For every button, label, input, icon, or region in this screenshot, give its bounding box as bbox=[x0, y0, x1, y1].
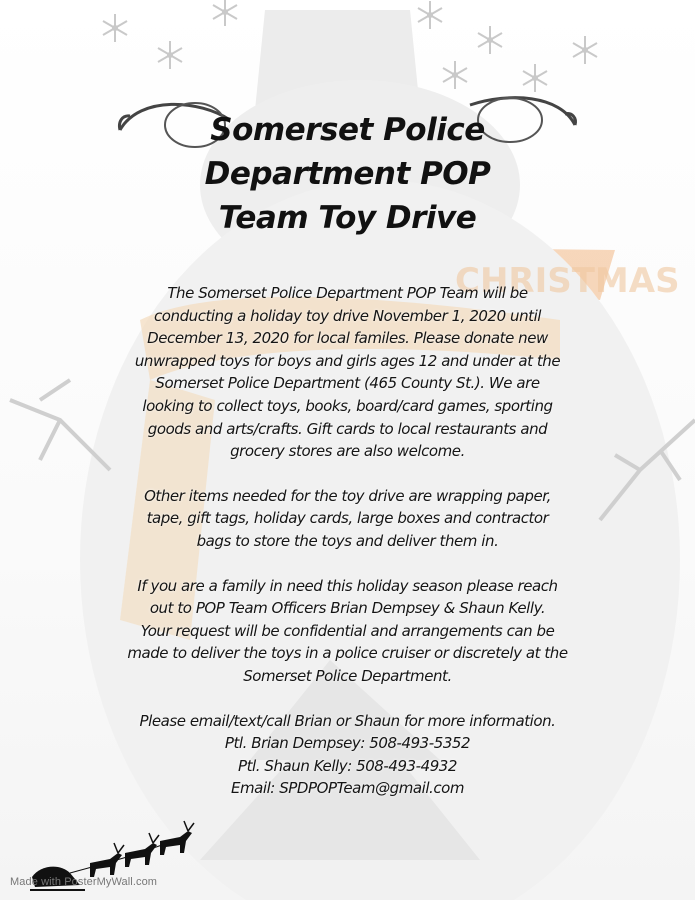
paragraph-contact bbox=[95, 710, 600, 800]
text-line: Somerset Police Department (465 County St.). We are bbox=[155, 374, 540, 393]
paragraph-items-needed bbox=[95, 485, 600, 553]
title-line: Department POP bbox=[204, 156, 491, 192]
snowflake-icon bbox=[158, 41, 182, 69]
page-title bbox=[100, 108, 595, 240]
contact-intro: Please email/text/call Brian or Shaun for more information. bbox=[139, 711, 556, 730]
contact-brian-phone: Ptl. Brian Dempsey: 508-493-5352 bbox=[224, 734, 471, 753]
snowflake-icon bbox=[443, 61, 467, 89]
text-line: grocery stores are also welcome. bbox=[230, 442, 465, 461]
text-line: goods and arts/crafts. Gift cards to local restaurants and bbox=[147, 419, 548, 438]
paragraph-family-in-need bbox=[95, 575, 600, 688]
paragraph-toy-drive-details bbox=[95, 282, 600, 463]
text-line: Other items needed for the toy drive are wrapping paper, bbox=[144, 486, 551, 505]
text-line: Somerset Police Department. bbox=[243, 666, 452, 685]
snowflake-icon bbox=[418, 1, 442, 29]
title-line: Somerset Police bbox=[210, 112, 485, 148]
snowflake-icon bbox=[478, 26, 502, 54]
snowflake-icon bbox=[103, 14, 127, 42]
snowflake-icon bbox=[213, 0, 237, 26]
christmas-background-text: CHRISTMAS bbox=[455, 261, 680, 301]
text-line: bags to store the toys and deliver them in. bbox=[196, 531, 499, 550]
text-line: looking to collect toys, books, board/card games, sporting bbox=[142, 396, 553, 415]
text-line: made to deliver the toys in a police cruiser or discretely at the bbox=[127, 644, 568, 663]
title-line: Team Toy Drive bbox=[218, 200, 477, 236]
postermywall-watermark: Made with PosterMyWall.com bbox=[10, 876, 158, 888]
text-line: If you are a family in need this holiday season please reach bbox=[137, 576, 558, 595]
text-line: conducting a holiday toy drive November 1, 2020 until bbox=[153, 306, 542, 325]
body-text bbox=[95, 282, 600, 800]
text-line: Your request will be confidential and arrangements can be bbox=[140, 621, 555, 640]
text-line: unwrapped toys for boys and girls ages 12 and under at the bbox=[134, 351, 561, 370]
contact-shaun-phone: Ptl. Shaun Kelly: 508-493-4932 bbox=[238, 756, 457, 775]
text-line: out to POP Team Officers Brian Dempsey & Shaun Kelly. bbox=[149, 599, 546, 618]
text-line: December 13, 2020 for local familes. Please donate new bbox=[147, 329, 548, 348]
snowflake-icon bbox=[523, 64, 547, 92]
text-line: tape, gift tags, holiday cards, large boxes and contractor bbox=[146, 509, 549, 528]
contact-email: Email: SPDPOPTeam@gmail.com bbox=[230, 779, 465, 798]
snowflake-icon bbox=[573, 36, 597, 64]
text-line: The Somerset Police Department POP Team will be bbox=[167, 284, 528, 302]
